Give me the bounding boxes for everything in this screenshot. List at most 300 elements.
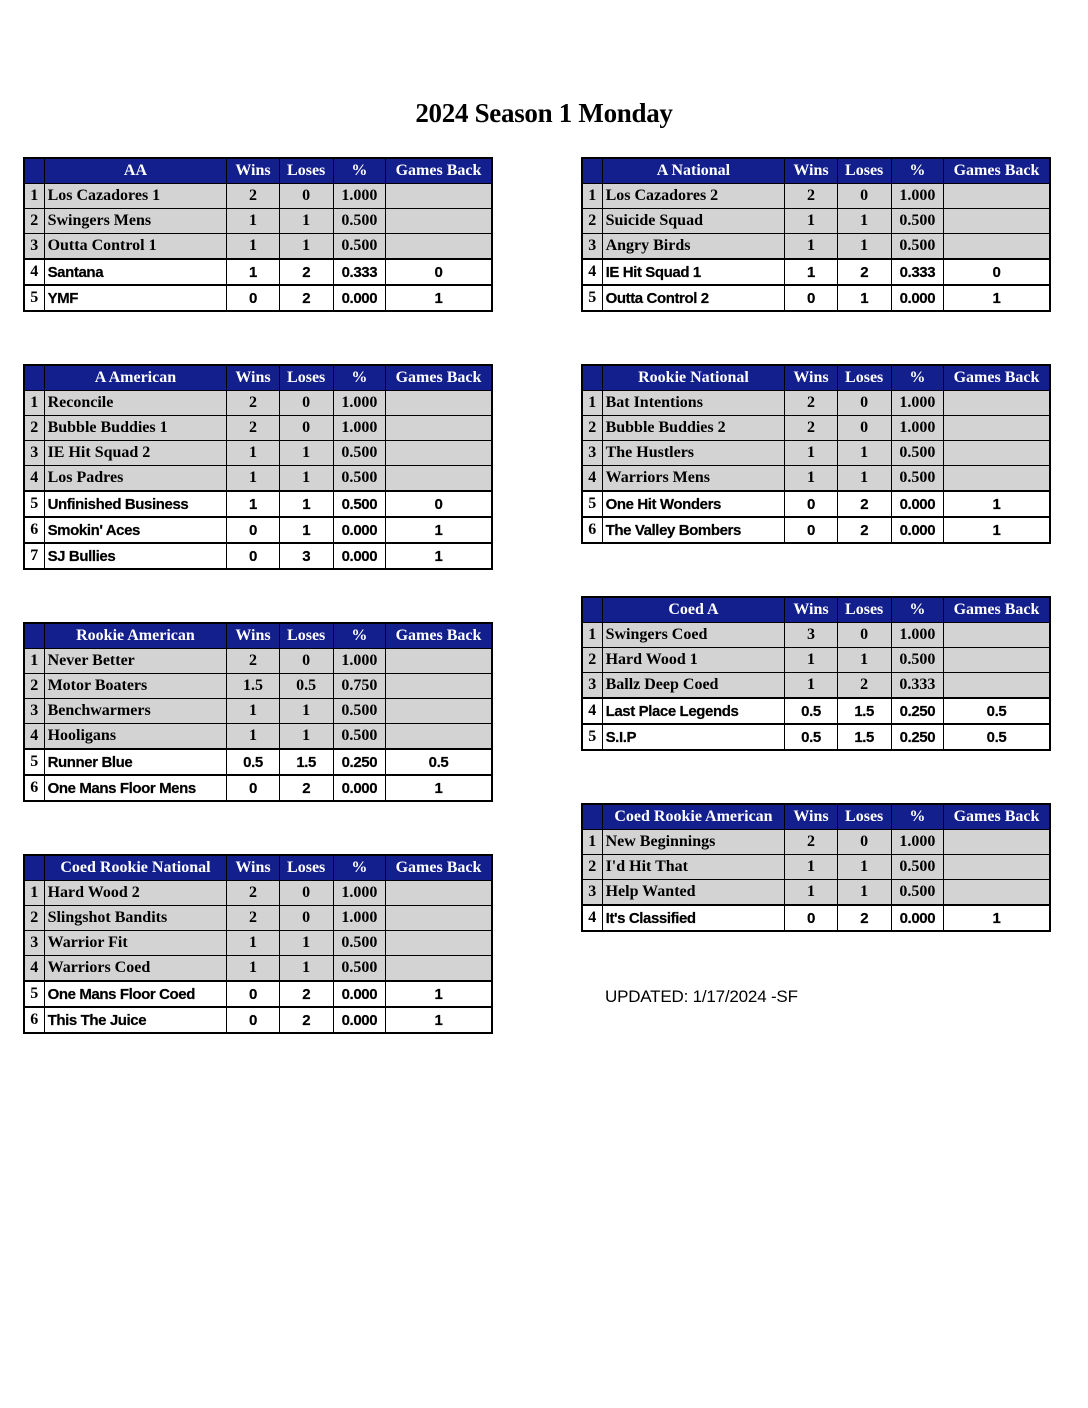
pct-cell: 0.500 — [333, 491, 385, 517]
loses-header: Loses — [837, 804, 891, 830]
team-name: This The Juice — [44, 1007, 227, 1033]
games-back-cell — [386, 724, 493, 750]
pct-cell: 0.500 — [891, 880, 943, 906]
team-name: Warriors Coed — [44, 956, 227, 982]
wins-cell: 1 — [785, 259, 837, 285]
team-name: One Mans Floor Mens — [44, 775, 227, 801]
rank-cell: 4 — [24, 724, 44, 750]
team-name: Santana — [44, 259, 227, 285]
wins-cell: 0 — [227, 981, 279, 1007]
loses-cell: 1 — [279, 234, 333, 260]
games-back-cell — [944, 441, 1051, 466]
loses-cell: 1 — [837, 441, 891, 466]
games-back-cell: 0 — [386, 491, 493, 517]
games-back-header: Games Back — [386, 365, 493, 391]
team-name: YMF — [44, 285, 227, 311]
standings-row — [24, 724, 492, 750]
pct-header: % — [891, 158, 943, 184]
standings-row — [24, 649, 492, 674]
standings-table-a-national — [581, 157, 1051, 312]
loses-cell: 0 — [279, 391, 333, 416]
games-back-cell: 1 — [944, 491, 1051, 517]
loses-header: Loses — [837, 597, 891, 623]
standings-row — [24, 466, 492, 492]
loses-cell: 1.5 — [837, 724, 891, 750]
division-name: Coed Rookie National — [44, 855, 227, 881]
pct-cell: 0.500 — [891, 648, 943, 673]
team-name: One Mans Floor Coed — [44, 981, 227, 1007]
pct-cell: 0.500 — [891, 441, 943, 466]
rank-cell: 5 — [24, 491, 44, 517]
pct-cell: 0.250 — [333, 749, 385, 775]
pct-cell: 0.500 — [333, 699, 385, 724]
rank-cell: 1 — [24, 649, 44, 674]
loses-cell: 0 — [837, 623, 891, 648]
pct-cell: 0.750 — [333, 674, 385, 699]
standings-row — [24, 209, 492, 234]
wins-header: Wins — [227, 623, 279, 649]
loses-cell: 0 — [837, 391, 891, 416]
rank-cell: 1 — [582, 184, 602, 209]
loses-cell: 1 — [837, 285, 891, 311]
rank-cell: 2 — [24, 209, 44, 234]
team-name: S.I.P — [602, 724, 785, 750]
games-back-cell: 0 — [944, 259, 1051, 285]
loses-cell: 2 — [837, 673, 891, 699]
wins-header: Wins — [785, 158, 837, 184]
loses-cell: 0 — [837, 184, 891, 209]
standings-table-aa — [23, 157, 493, 312]
games-back-header: Games Back — [944, 804, 1051, 830]
team-name: Hooligans — [44, 724, 227, 750]
pct-cell: 1.000 — [333, 416, 385, 441]
wins-cell: 1 — [785, 234, 837, 260]
pct-cell: 1.000 — [333, 881, 385, 906]
games-back-cell: 1 — [386, 1007, 493, 1033]
loses-cell: 0 — [837, 416, 891, 441]
games-back-cell — [944, 391, 1051, 416]
pct-header: % — [891, 365, 943, 391]
wins-cell: 2 — [227, 391, 279, 416]
pct-cell: 0.000 — [333, 285, 385, 311]
team-name: IE Hit Squad 2 — [44, 441, 227, 466]
loses-cell: 1 — [837, 880, 891, 906]
wins-header: Wins — [227, 158, 279, 184]
pct-cell: 0.500 — [333, 466, 385, 492]
pct-cell: 1.000 — [333, 184, 385, 209]
games-back-cell — [386, 416, 493, 441]
wins-cell: 2 — [227, 906, 279, 931]
pct-cell: 0.000 — [333, 981, 385, 1007]
header-rank-blank — [24, 623, 44, 649]
wins-cell: 1 — [227, 724, 279, 750]
games-back-cell: 1 — [386, 543, 493, 569]
header-row — [582, 804, 1050, 830]
rank-cell: 7 — [24, 543, 44, 569]
rank-cell: 3 — [24, 931, 44, 956]
header-row — [582, 597, 1050, 623]
team-name: Unfinished Business — [44, 491, 227, 517]
loses-cell: 1 — [279, 466, 333, 492]
standings-row — [582, 698, 1050, 724]
wins-cell: 1 — [227, 931, 279, 956]
wins-cell: 1.5 — [227, 674, 279, 699]
wins-cell: 0 — [785, 491, 837, 517]
team-name: Outta Control 1 — [44, 234, 227, 260]
rank-cell: 6 — [582, 517, 602, 543]
games-back-cell: 1 — [944, 517, 1051, 543]
rank-cell: 5 — [24, 285, 44, 311]
games-back-cell: 1 — [944, 905, 1051, 931]
team-name: Angry Birds — [602, 234, 785, 260]
games-back-cell — [944, 855, 1051, 880]
wins-header: Wins — [227, 855, 279, 881]
rank-cell: 1 — [24, 391, 44, 416]
loses-cell: 1 — [837, 648, 891, 673]
header-rank-blank — [582, 365, 602, 391]
team-name: Help Wanted — [602, 880, 785, 906]
games-back-cell — [386, 906, 493, 931]
pct-cell: 0.500 — [333, 931, 385, 956]
rank-cell: 4 — [582, 905, 602, 931]
standings-row — [24, 391, 492, 416]
loses-cell: 0 — [279, 416, 333, 441]
pct-cell: 0.500 — [333, 441, 385, 466]
standings-row — [24, 441, 492, 466]
loses-cell: 1 — [837, 234, 891, 260]
wins-cell: 2 — [785, 184, 837, 209]
loses-cell: 0.5 — [279, 674, 333, 699]
loses-cell: 1 — [837, 855, 891, 880]
rank-cell: 3 — [582, 880, 602, 906]
pct-cell: 0.000 — [333, 775, 385, 801]
wins-header: Wins — [785, 804, 837, 830]
games-back-cell — [944, 830, 1051, 855]
standings-row — [24, 234, 492, 260]
pct-cell: 1.000 — [333, 391, 385, 416]
standings-row — [582, 830, 1050, 855]
rank-cell: 4 — [582, 466, 602, 492]
wins-cell: 1 — [227, 259, 279, 285]
pct-cell: 0.500 — [333, 234, 385, 260]
pct-header: % — [891, 804, 943, 830]
rank-cell: 2 — [24, 674, 44, 699]
wins-cell: 0 — [785, 905, 837, 931]
header-rank-blank — [24, 158, 44, 184]
pct-cell: 0.000 — [333, 517, 385, 543]
wins-cell: 1 — [785, 673, 837, 699]
rank-cell: 4 — [582, 259, 602, 285]
loses-cell: 1 — [279, 209, 333, 234]
rank-cell: 5 — [582, 285, 602, 311]
games-back-cell — [386, 699, 493, 724]
rank-cell: 3 — [24, 699, 44, 724]
rank-cell: 2 — [582, 648, 602, 673]
wins-cell: 0 — [227, 517, 279, 543]
standings-row — [24, 184, 492, 209]
team-name: Swingers Coed — [602, 623, 785, 648]
pct-cell: 1.000 — [891, 830, 943, 855]
games-back-cell: 1 — [386, 285, 493, 311]
standings-row — [582, 259, 1050, 285]
loses-header: Loses — [837, 365, 891, 391]
pct-cell: 0.333 — [333, 259, 385, 285]
pct-cell: 0.500 — [333, 724, 385, 750]
games-back-cell — [386, 881, 493, 906]
header-row — [24, 365, 492, 391]
standings-row — [24, 699, 492, 724]
loses-cell: 0 — [279, 184, 333, 209]
games-back-cell — [386, 184, 493, 209]
wins-cell: 0 — [227, 285, 279, 311]
standings-table-coed-rookie-american — [581, 803, 1051, 932]
standings-row — [24, 491, 492, 517]
standings-row — [24, 881, 492, 906]
games-back-cell — [386, 441, 493, 466]
updated-note: UPDATED: 1/17/2024 -SF — [605, 987, 798, 1006]
rank-cell: 3 — [24, 234, 44, 260]
loses-cell: 2 — [279, 259, 333, 285]
team-name: IE Hit Squad 1 — [602, 259, 785, 285]
standings-row — [24, 775, 492, 801]
pct-cell: 0.500 — [891, 855, 943, 880]
loses-cell: 1 — [837, 466, 891, 492]
standings-row — [24, 517, 492, 543]
rank-cell: 1 — [582, 623, 602, 648]
rank-cell: 2 — [582, 209, 602, 234]
pct-cell: 0.000 — [891, 491, 943, 517]
division-name: AA — [44, 158, 227, 184]
wins-cell: 0.5 — [785, 698, 837, 724]
games-back-cell — [944, 880, 1051, 906]
wins-cell: 1 — [227, 234, 279, 260]
wins-cell: 1 — [227, 956, 279, 982]
loses-cell: 0 — [837, 830, 891, 855]
loses-header: Loses — [837, 158, 891, 184]
pct-cell: 0.000 — [891, 905, 943, 931]
games-back-header: Games Back — [386, 623, 493, 649]
wins-cell: 0.5 — [227, 749, 279, 775]
games-back-cell — [944, 234, 1051, 260]
header-rank-blank — [582, 597, 602, 623]
team-name: Bubble Buddies 2 — [602, 416, 785, 441]
wins-cell: 0 — [227, 775, 279, 801]
loses-header: Loses — [279, 365, 333, 391]
team-name: Last Place Legends — [602, 698, 785, 724]
wins-cell: 2 — [227, 649, 279, 674]
team-name: Los Cazadores 2 — [602, 184, 785, 209]
rank-cell: 1 — [24, 881, 44, 906]
team-name: Smokin' Aces — [44, 517, 227, 543]
wins-cell: 1 — [785, 880, 837, 906]
loses-cell: 1 — [279, 441, 333, 466]
pct-cell: 1.000 — [891, 391, 943, 416]
wins-cell: 1 — [785, 466, 837, 492]
games-back-header: Games Back — [386, 158, 493, 184]
team-name: New Beginnings — [602, 830, 785, 855]
games-back-cell — [944, 466, 1051, 492]
games-back-header: Games Back — [944, 158, 1051, 184]
loses-cell: 1 — [837, 209, 891, 234]
rank-cell: 3 — [582, 441, 602, 466]
rank-cell: 3 — [582, 234, 602, 260]
team-name: Los Cazadores 1 — [44, 184, 227, 209]
loses-header: Loses — [279, 623, 333, 649]
header-row — [24, 623, 492, 649]
games-back-cell: 1 — [386, 775, 493, 801]
wins-cell: 2 — [227, 184, 279, 209]
pct-cell: 0.500 — [333, 209, 385, 234]
pct-cell: 0.250 — [891, 698, 943, 724]
games-back-cell — [386, 956, 493, 982]
games-back-cell — [386, 466, 493, 492]
standings-row — [24, 259, 492, 285]
loses-cell: 1 — [279, 724, 333, 750]
team-name: Never Better — [44, 649, 227, 674]
loses-cell: 2 — [279, 775, 333, 801]
rank-cell: 6 — [24, 1007, 44, 1033]
rank-cell: 4 — [24, 956, 44, 982]
pct-cell: 0.500 — [891, 466, 943, 492]
wins-cell: 0 — [785, 517, 837, 543]
wins-cell: 2 — [785, 391, 837, 416]
wins-cell: 0.5 — [785, 724, 837, 750]
loses-cell: 1.5 — [279, 749, 333, 775]
games-back-cell: 1 — [944, 285, 1051, 311]
loses-cell: 2 — [279, 981, 333, 1007]
wins-header: Wins — [227, 365, 279, 391]
wins-cell: 0 — [227, 543, 279, 569]
pct-header: % — [333, 365, 385, 391]
rank-cell: 1 — [582, 391, 602, 416]
header-rank-blank — [582, 158, 602, 184]
games-back-cell — [944, 416, 1051, 441]
wins-cell: 2 — [785, 830, 837, 855]
pct-cell: 0.500 — [891, 209, 943, 234]
pct-cell: 0.000 — [333, 543, 385, 569]
games-back-cell — [944, 623, 1051, 648]
standings-row — [582, 905, 1050, 931]
games-back-header: Games Back — [944, 597, 1051, 623]
loses-cell: 2 — [837, 491, 891, 517]
wins-cell: 1 — [227, 491, 279, 517]
rank-cell: 5 — [24, 981, 44, 1007]
team-name: Suicide Squad — [602, 209, 785, 234]
standings-row — [582, 491, 1050, 517]
games-back-cell — [386, 391, 493, 416]
rank-cell: 5 — [582, 724, 602, 750]
rank-cell: 3 — [582, 673, 602, 699]
games-back-cell — [386, 931, 493, 956]
team-name: Warrior Fit — [44, 931, 227, 956]
loses-cell: 1 — [279, 931, 333, 956]
games-back-cell — [944, 209, 1051, 234]
pct-cell: 1.000 — [891, 416, 943, 441]
wins-cell: 1 — [785, 209, 837, 234]
team-name: Ballz Deep Coed — [602, 673, 785, 699]
header-row — [582, 158, 1050, 184]
rank-cell: 5 — [24, 749, 44, 775]
team-name: It's Classified — [602, 905, 785, 931]
pct-cell: 0.500 — [891, 234, 943, 260]
division-name: A National — [602, 158, 785, 184]
rank-cell: 2 — [582, 416, 602, 441]
standings-row — [24, 906, 492, 931]
rank-cell: 2 — [24, 416, 44, 441]
team-name: Bat Intentions — [602, 391, 785, 416]
standings-row — [582, 673, 1050, 699]
pct-cell: 0.250 — [891, 724, 943, 750]
standings-row — [582, 724, 1050, 750]
standings-row — [24, 1007, 492, 1033]
rank-cell: 6 — [24, 775, 44, 801]
wins-cell: 0 — [227, 1007, 279, 1033]
standings-row — [582, 466, 1050, 492]
standings-table-rookie-national — [581, 364, 1051, 544]
rank-cell: 4 — [582, 698, 602, 724]
rank-cell: 2 — [582, 855, 602, 880]
games-back-cell — [386, 649, 493, 674]
rank-cell: 5 — [582, 491, 602, 517]
standings-table-a-american — [23, 364, 493, 570]
team-name: I'd Hit That — [602, 855, 785, 880]
loses-cell: 1.5 — [837, 698, 891, 724]
standings-row — [24, 285, 492, 311]
loses-cell: 3 — [279, 543, 333, 569]
games-back-cell — [386, 209, 493, 234]
pct-cell: 1.000 — [891, 623, 943, 648]
standings-row — [582, 648, 1050, 673]
team-name: Warriors Mens — [602, 466, 785, 492]
pct-cell: 0.500 — [333, 956, 385, 982]
standings-row — [24, 981, 492, 1007]
wins-cell: 3 — [785, 623, 837, 648]
wins-header: Wins — [785, 597, 837, 623]
rank-cell: 1 — [582, 830, 602, 855]
games-back-cell: 0.5 — [386, 749, 493, 775]
standings-row — [582, 184, 1050, 209]
games-back-cell — [386, 234, 493, 260]
rank-cell: 4 — [24, 259, 44, 285]
pct-cell: 1.000 — [333, 649, 385, 674]
pct-cell: 0.000 — [333, 1007, 385, 1033]
wins-cell: 1 — [785, 855, 837, 880]
standings-row — [24, 674, 492, 699]
games-back-cell — [944, 648, 1051, 673]
division-name: Rookie American — [44, 623, 227, 649]
standings-row — [582, 391, 1050, 416]
pct-cell: 1.000 — [333, 906, 385, 931]
pct-header: % — [891, 597, 943, 623]
pct-header: % — [333, 158, 385, 184]
team-name: Los Padres — [44, 466, 227, 492]
rank-cell: 1 — [24, 184, 44, 209]
standings-row — [582, 623, 1050, 648]
loses-cell: 0 — [279, 906, 333, 931]
standings-row — [582, 234, 1050, 260]
games-back-cell: 0 — [386, 259, 493, 285]
standings-row — [24, 749, 492, 775]
team-name: One Hit Wonders — [602, 491, 785, 517]
standings-row — [24, 416, 492, 441]
loses-cell: 2 — [837, 905, 891, 931]
header-row — [582, 365, 1050, 391]
loses-cell: 2 — [837, 517, 891, 543]
loses-cell: 0 — [279, 881, 333, 906]
standings-row — [582, 441, 1050, 466]
team-name: Benchwarmers — [44, 699, 227, 724]
loses-cell: 1 — [279, 517, 333, 543]
